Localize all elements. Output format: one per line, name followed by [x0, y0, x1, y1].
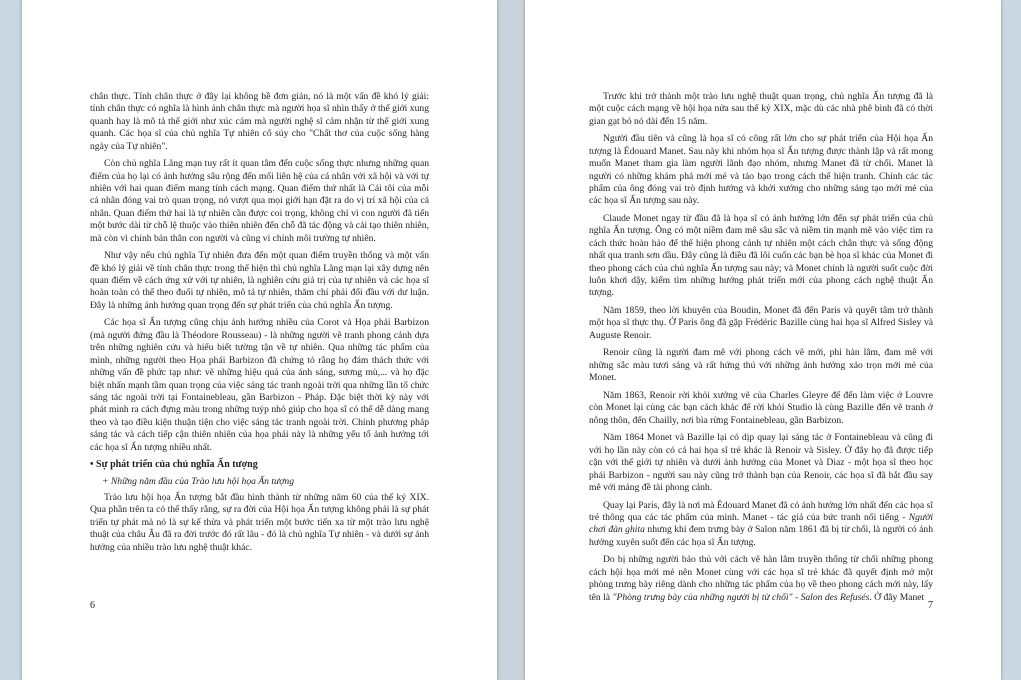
page-text-left	[90, 91, 429, 559]
page-text-right	[589, 91, 933, 609]
paragraph: Trào lưu hội họa Ấn tượng bắt đầu hình thành từ những năm 60 của thế kỷ XIX. Qua phần trên ta có thể thấy rằng, sự ra đời của Hội họa Ấn tượng không phải là sự phát triển tự phát mà nó là sự kế thừa và phát triển một bước tiến xa từ một trào lưu nghệ thuật của châu Âu đã ra đời trước đó rất lâu - đó là chủ nghĩa Tự nhiên - và dưới sự ảnh hưởng của nhiều trào lưu nghệ thuật khác.	[90, 491, 429, 553]
document-page-right	[525, 0, 1001, 680]
viewer-background-left	[0, 0, 22, 680]
paragraph	[589, 554, 933, 604]
document-page-left	[22, 0, 497, 680]
paragraph-text: Do bị những người bảo thủ với cách vẽ hàn lâm truyền thống từ chối những phong cách hội họa mới mẻ nên Monet cùng với các họa sĩ trẻ khác đã quyết định mở một phòng trưng bày riêng dành cho những tác phẩm của họ về theo phong cách mới này, lấy tên là	[589, 554, 933, 603]
page-number: 6	[90, 600, 95, 611]
artwork-title: Người chơi đàn ghita	[589, 511, 933, 536]
paragraph: Renoir cũng là người đam mê với phong cách vẽ mới, phi hàn lâm, đam mê với những sắc màu tươi sáng và rất hứng thú với những ảnh hưởng xảo trọn mới mẻ của Monet.	[589, 347, 933, 384]
paragraph-text: Quay lại Paris, đây là nơi mà Édouard Manet đã có ảnh hưởng lớn nhất đến các họa sĩ trẻ thông qua các tác phẩm của mình. Manet - tác giả của bức tranh nổi tiếng -	[589, 499, 933, 523]
paragraph: Trước khi trở thành một trào lưu nghệ thuật quan trọng, chủ nghĩa Ấn tượng đã là một cuộc cách mạng về hội họa nửa sau thế kỷ XIX, mặc dù các nhà phê bình đã có thời gian gạt bỏ nó dài đến 15 năm.	[589, 91, 933, 127]
viewer-scrollbar-track[interactable]	[1001, 0, 1021, 680]
paragraph-text: nhưng khi đem trưng bày ở Salon năm 1861 đã bị từ chối, là người có ảnh hưởng xuyên suốt đến các họa sĩ Ấn tượng.	[589, 524, 933, 548]
viewer-background-spread-gap	[497, 0, 525, 680]
paragraph-text: . Ở đây Manet	[869, 591, 925, 603]
section-subheading: + Những năm đầu của Trào lưu hội họa Ấn tượng	[102, 475, 294, 487]
paragraph: Năm 1859, theo lời khuyên của Boudin, Monet đã đến Paris và quyết tâm trở thành một họa sĩ thực thụ. Ở Paris ông đã gặp Frédéric Bazille cùng hai họa sĩ Alfred Sisley và Auguste Renoir.	[589, 305, 933, 341]
paragraph: Người đầu tiên và cũng là họa sĩ có công rất lớn cho sự phát triển của Hội họa Ấn tượng là Édouard Manet. Sau này khi nhóm họa sĩ Ấn tượng được thành lập và rất mong muốn Manet tham gia làm người lãnh đạo nhóm, nhưng Manet đã từ chối. Manet là người có những khám phá mới mẻ và táo bạo trong cách thể hiện tranh. Chính các tác phẩm của ông đóng vai trò định hướng và khởi xướng cho những sáng tạo mới mẻ của các họa sĩ Ấn tượng sau này.	[589, 133, 933, 207]
paragraph: Còn chủ nghĩa Lãng mạn tuy rất ít quan tâm đến cuộc sống thực nhưng những quan điểm của họ lại có ảnh hưởng sâu rộng đến mối liên hệ của cá nhân với xã hội và với tự nhiên với hai quan điểm mang tính cách mạng. Quan điểm thứ nhất là Cái tôi của mỗi cá nhân đóng vai trò quan trọng, nó vượt qua mọi giới hạn đặt ra do vị trí xã hội của cá nhân. Quan điểm thứ hai là tự nhiên cần được coi trọng, không chỉ vì con người đã tiến một bước dài từ chỗ lệ thuộc vào thiên nhiên đến chỗ đã tác động và cải tạo thiên nhiên, mà còn vì chính bản thân con người và cũng vì chính môi trường tự nhiên.	[90, 158, 429, 244]
paragraph	[589, 500, 933, 550]
paragraph: chân thực. Tính chân thực ở đây lại không hề đơn giản, nó là một vấn đề khó lý giải: tính chân thực có nghĩa là hình ảnh chân thực mà người họa sĩ nhìn thấy ở thế giới xung quanh hay là mô tả thế giới như xúc cảm mà người nghệ sĩ cảm nhận từ thế giới xung quanh. Các họa sĩ của chủ nghĩa Tự nhiên cổ súy cho "Chất thơ của cuộc sống hàng ngày của Tự nhiên".	[90, 91, 429, 152]
exhibition-title: "Phòng trưng bày của những người bị từ chối" - Salon des Refusés	[612, 591, 870, 603]
paragraph: Claude Monet ngay từ đầu đã là họa sĩ có ảnh hưởng lớn đến sự phát triển của chủ nghĩa Ấn tượng. Ông có một niềm đam mê sâu sắc và niềm tin mạnh mẽ vào việc tìm ra cách thức hoàn hảo để thể hiện phong cảnh tự nhiên một cách chân thực và sống động nhất qua tranh sơn dầu. Đây cũng là điều đã lôi cuốn các bạn bè họa sĩ khác của Monet đi theo phong cách của chủ nghĩa Ấn tượng sau này; và Monet chính là người suốt cuộc đời luôn khơi dậy, kiếm tìm những hướng phát triển mới của phong cách nghệ thuật Ấn tượng.	[589, 213, 933, 299]
page-number: 7	[928, 600, 933, 611]
paragraph: Các họa sĩ Ấn tượng cũng chịu ảnh hưởng nhiều của Corot và Họa phái Barbizon (mà người đứng đầu là Théodore Rousseau) - là những người vẽ tranh phong cảnh dựa trên những nghiên cứu và hiểu biết tường tận về tự nhiên. Qua những tác phẩm của mình, những người theo Họa phái Barbizon đã chứng tỏ rằng họ đám thách thức với những vấn đề phức tạp như: vẽ những hiệu quả của ánh sáng, sương mù,... và họ đặc biệt nhấn mạnh tầm quan trọng của việc sáng tác tranh ngoài trời qua những lần tổ chức sáng tác ngoài trời tại Fontainebleau, gần Barbizon - Pháp. Đặc biệt thời kỳ này với phát minh ra cách đựng màu trong những tuýp nhỏ giúp cho họa sĩ có thể dễ dàng mang theo và tạo điều kiện thuận tiện cho việc sáng tác tranh ngoài trời. Chính phương pháp sáng tác và cách tiếp cận thiên nhiên của họa phái này là những yếu tố ảnh hưởng tới các họa sĩ Ấn tượng nhiều nhất.	[90, 317, 429, 453]
paragraph: Như vậy nếu chủ nghĩa Tự nhiên đưa đến một quan điểm truyền thống và một vấn đề khó lý giải về tính chân thực trong thể hiện thì chủ nghĩa Lãng mạn lại xây dựng nên quan điểm về cách ứng xử với tự nhiên, là nghiên cứu giá trị của tự nhiên và các họa sĩ hoàn toàn có thể theo đuổi tự nhiên, mô tả tự nhiên, thăm chí phải đối đầu với dư luận. Đây là những ảnh hưởng quan trọng đến sự phát triển của chủ nghĩa Ấn tượng.	[90, 250, 429, 311]
section-heading: • Sự phát triển của chủ nghĩa Ấn tượng	[90, 459, 258, 471]
paragraph: Năm 1864 Monet và Bazille lại có dịp quay lại sáng tác ở Fontainebleau và cũng đi với họ lần này còn có cả hai họa sĩ trẻ khác là Renoir và Sisley. Ở đây họ đã được tiếp cận với thế giới tự nhiên và dưới ảnh hưởng của Monet và Diaz - một họa sĩ theo học phái Barbizon - người sau này cũng trở thành bạn của Renoir, các họa sĩ đã bắt đầu say mê với mảng đề tài phong cảnh.	[589, 432, 933, 493]
paragraph: Năm 1863, Renoir rời khỏi xưởng vẽ của Charles Gleyre để đến làm việc ở Louvre còn Monet lại cùng các bạn cách khác để rời khỏi Studio là cùng Bazille đến vẽ tranh ở nông thôn, đến Chailly, nơi bìa rừng Fontainebleau, gần Barbizon.	[589, 389, 933, 426]
